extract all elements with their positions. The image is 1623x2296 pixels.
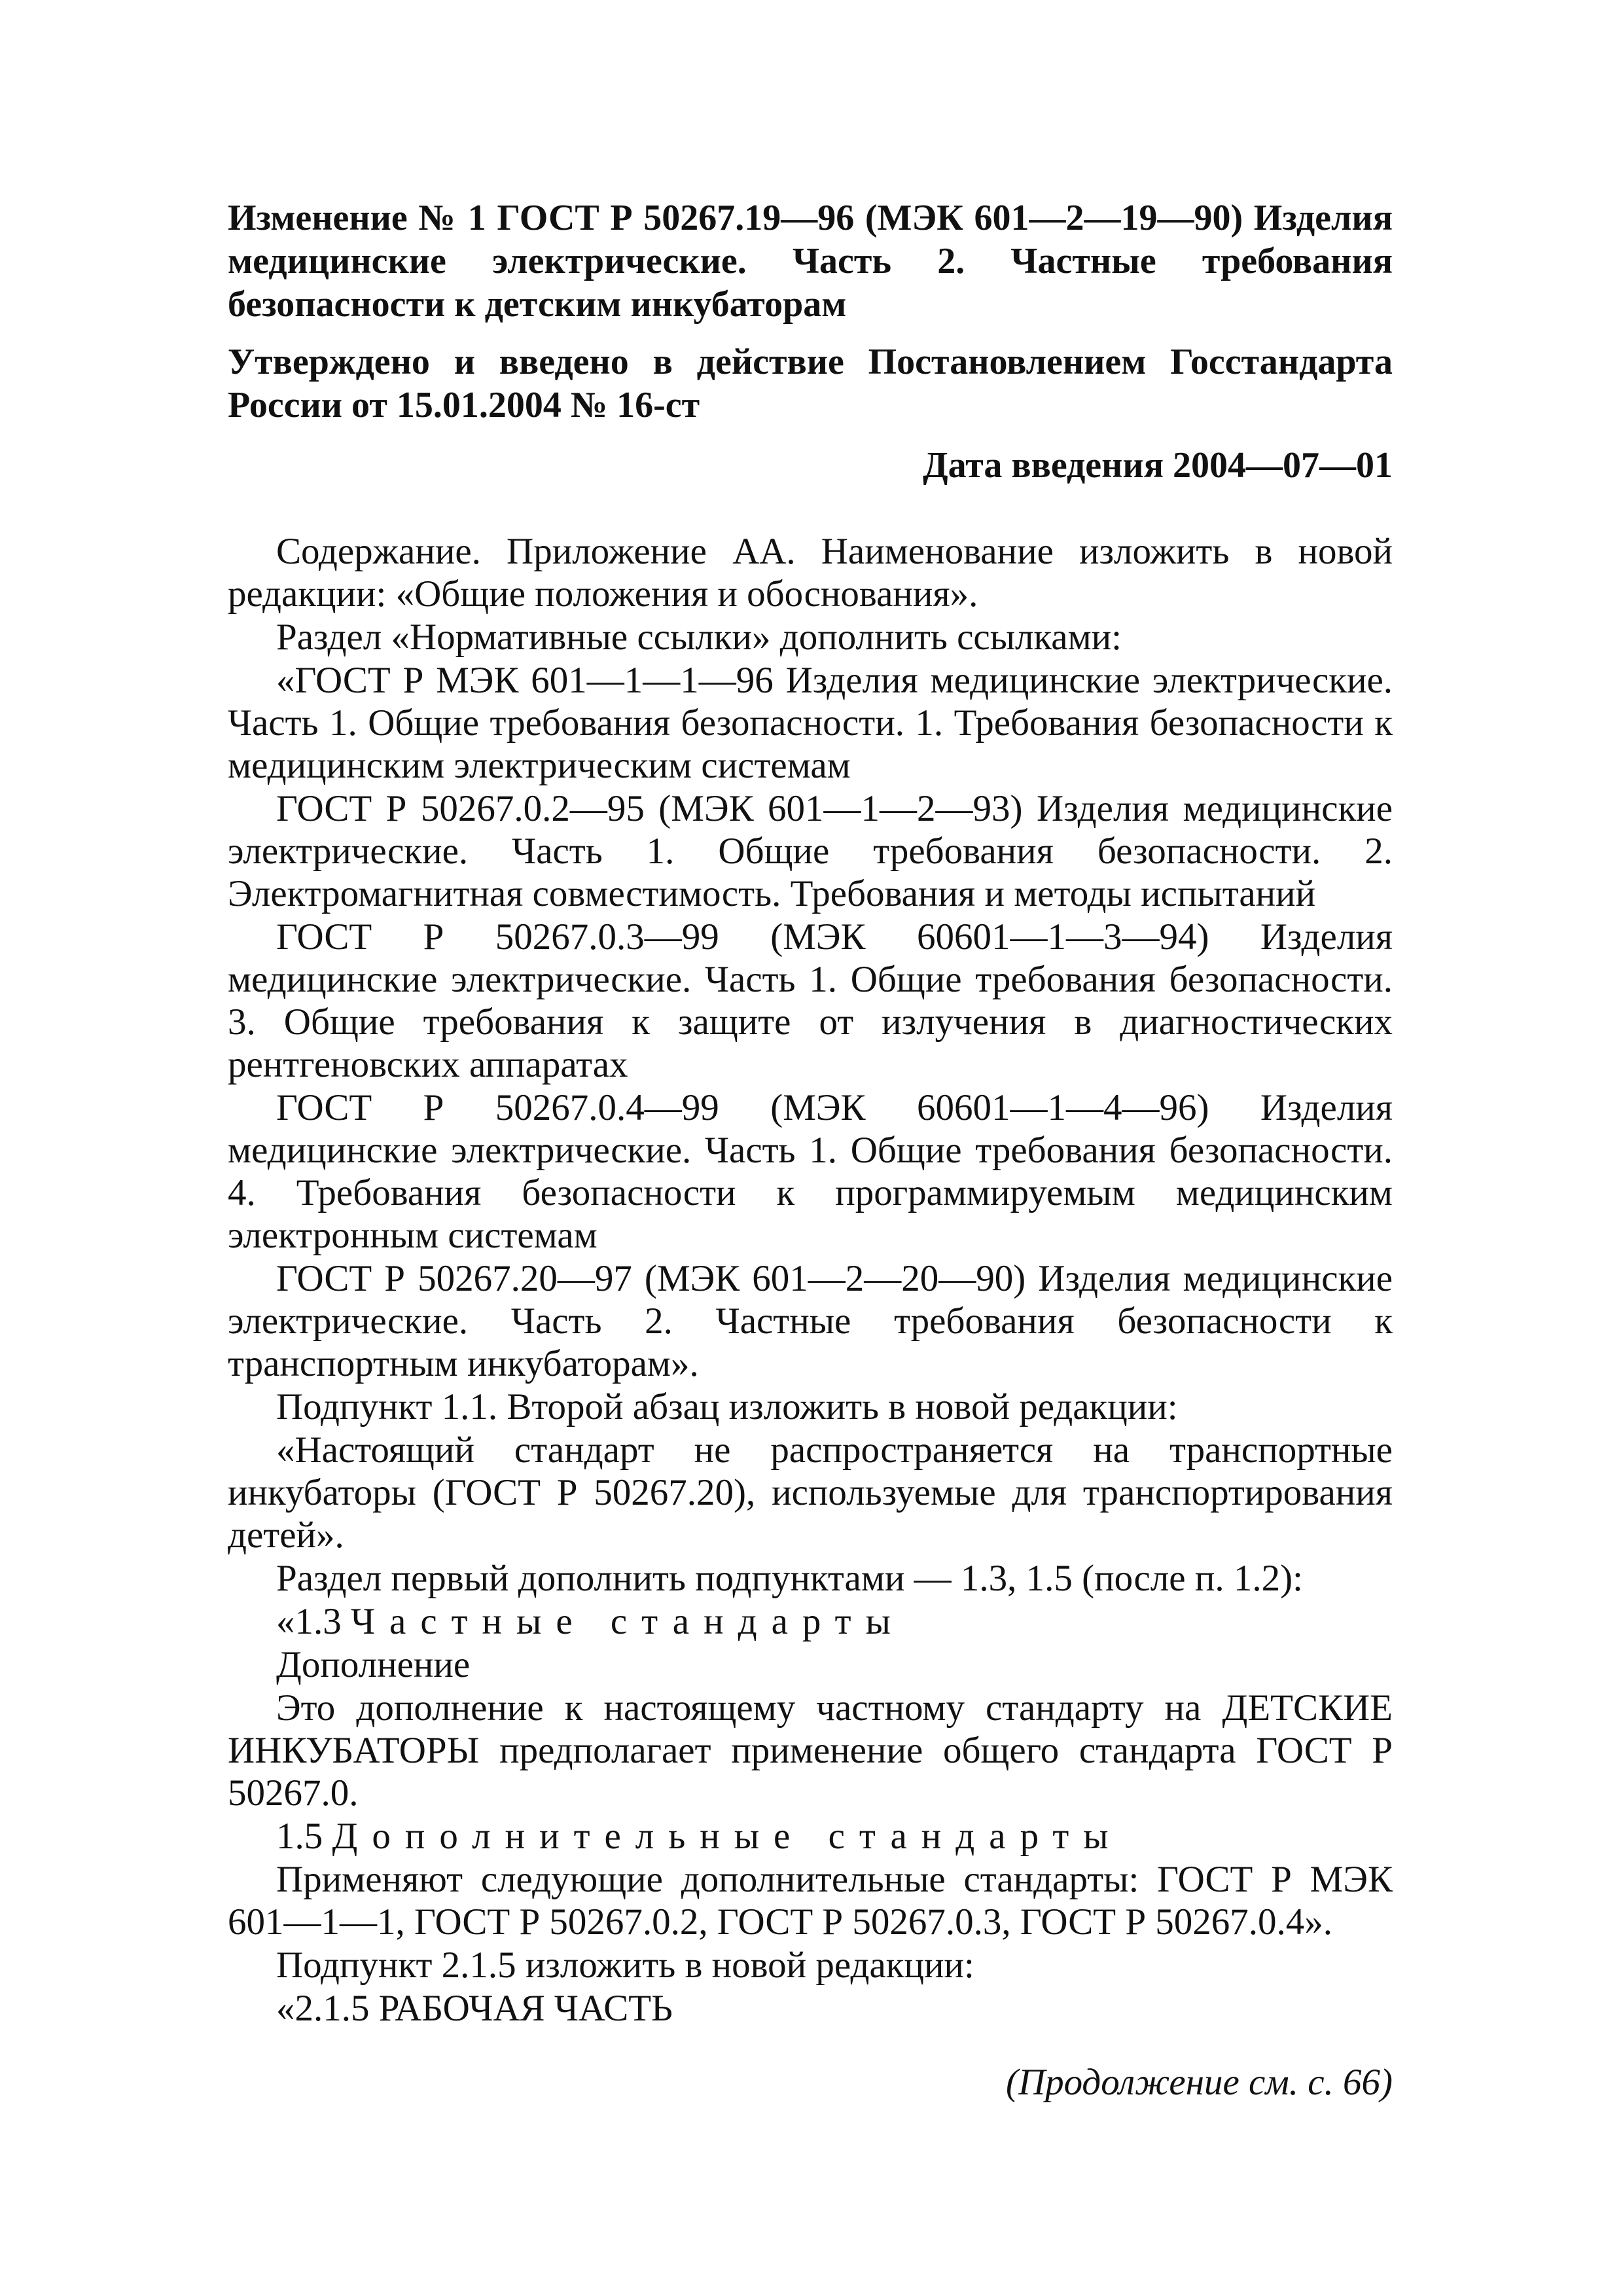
paragraph-reference-5: ГОСТ Р 50267.20—97 (МЭК 601—2—20—90) Изделия медицинские электрические. Часть 2. Частные требования безопасности к транспортным инкубаторам».: [228, 1258, 1393, 1384]
paragraph-references-intro: Раздел «Нормативные ссылки» дополнить ссылками:: [276, 617, 1122, 658]
paragraph-contents: Содержание. Приложение АА. Наименование изложить в новой редакции: «Общие положения и обоснования».: [228, 531, 1393, 615]
paragraph-addition-label: Дополнение: [276, 1644, 471, 1685]
amendment-title: Изменение № 1 ГОСТ Р 50267.19—96 (МЭК 601—2—19—90) Изделия медицинские электрические. Часть 2. Частные требования безопасности к детским инкубаторам: [228, 198, 1393, 325]
document-page: [228, 196, 1393, 2104]
paragraph-scope-text: «Настоящий стандарт не распространяется на транспортные инкубаторы (ГОСТ Р 50267.20), используемые для транспортирования детей».: [228, 1429, 1393, 1556]
paragraph-working-part: «2.1.5 РАБОЧАЯ ЧАСТЬ: [276, 1988, 673, 2029]
paragraph-reference-4: ГОСТ Р 50267.0.4—99 (МЭК 60601—1—4—96) Изделия медицинские электрические. Часть 1. Общие требования безопасности. 4. Требования безопасности к программируемым медицинским электронным системам: [228, 1087, 1393, 1256]
clause-1-5-heading: [228, 1815, 1393, 1857]
clause-1-3-heading: [228, 1600, 1393, 1643]
paragraph-reference-1: «ГОСТ Р МЭК 601—1—1—96 Изделия медицинские электрические. Часть 1. Общие требования безопасности. 1. Требования безопасности к медицинским электрическим системам: [228, 660, 1393, 786]
clause-title: Дополнительные стандарты: [332, 1816, 1123, 1857]
paragraph-subclause-1-1: Подпункт 1.1. Второй абзац изложить в новой редакции:: [276, 1386, 1178, 1427]
paragraph-reference-2: ГОСТ Р 50267.0.2—95 (МЭК 601—1—2—93) Изделия медицинские электрические. Часть 1. Общие требования безопасности. 2. Электромагнитная совместимость. Требования и методы испытаний: [228, 788, 1393, 914]
paragraph-subclause-2-1-5: Подпункт 2.1.5 изложить в новой редакции:: [276, 1945, 974, 1986]
paragraph-addition-text: Это дополнение к настоящему частному стандарту на ДЕТСКИЕ ИНКУБАТОРЫ предполагает применение общего стандарта ГОСТ Р 50267.0.: [228, 1687, 1393, 1814]
amendment-body: [228, 530, 1393, 2030]
continuation-note: (Продолжение см. с. 66): [1005, 2062, 1393, 2103]
clause-title: Частные стандарты: [351, 1601, 905, 1642]
effective-date: Дата введения 2004—07—01: [923, 445, 1393, 486]
paragraph-section-one: Раздел первый дополнить подпунктами — 1.3, 1.5 (после п. 1.2):: [276, 1558, 1303, 1599]
paragraph-reference-3: ГОСТ Р 50267.0.3—99 (МЭК 60601—1—3—94) Изделия медицинские электрические. Часть 1. Общие требования безопасности. 3. Общие требования к защите от излучения в диагностических рентгеновских аппаратах: [228, 916, 1393, 1085]
clause-number: 1.5: [276, 1816, 323, 1857]
approval-statement: Утверждено и введено в действие Постановлением Госстандарта России от 15.01.2004 № 16-ст: [228, 342, 1393, 425]
clause-number: «1.3: [276, 1601, 342, 1642]
paragraph-additional-standards: Применяют следующие дополнительные стандарты: ГОСТ Р МЭК 601—1—1, ГОСТ Р 50267.0.2, ГОСТ Р 50267.0.3, ГОСТ Р 50267.0.4».: [228, 1859, 1393, 1943]
